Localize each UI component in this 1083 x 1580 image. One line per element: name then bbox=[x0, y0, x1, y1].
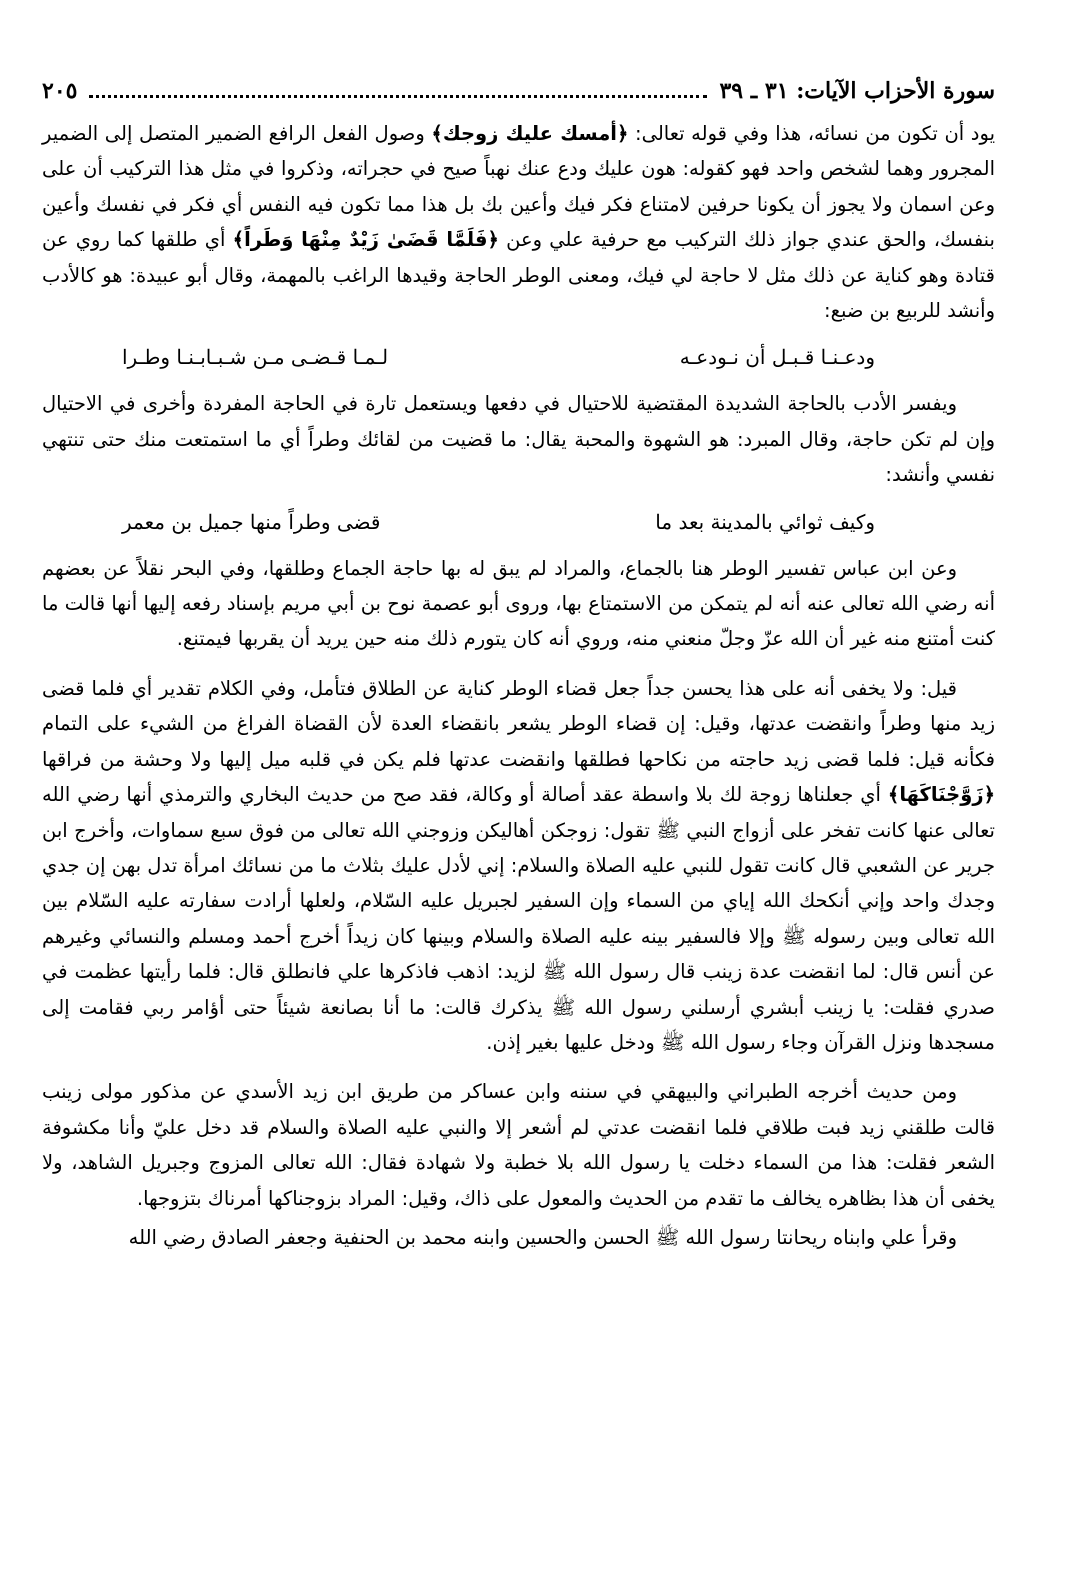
header-title: سورة الأحزاب الآيات: ٣١ ـ ٣٩ bbox=[719, 78, 995, 104]
page-number: ٢٠٥ bbox=[42, 78, 78, 104]
verse-1-first-hemistich: ودعـنـا قـبـل أن نـودعـه bbox=[679, 345, 875, 370]
header-dot-leader bbox=[89, 95, 707, 98]
verse-2-first-hemistich: وكيف ثوائي بالمدينة بعد ما bbox=[655, 509, 875, 534]
paragraph-4-text-a: قيل: ولا يخفى أنه على هذا يحسن جداً جعل قضاء الوطر كناية عن الطلاق فتأمل، وفي الكلام تقدير أي فلما قضى زيد منها وطراً وانقضت عدتها، وقيل: إن قضاء الوطر يشعر بانقضاء العدة لأن القضاة الفراغ من الشيء على التمام فكأنه قيل: فلما قضى زيد حاجته من نكاحها فطلقها وانقضت عدتها فلم يكن في قلبه ميل إليها ولا وحشة من فراقها bbox=[42, 676, 995, 771]
paragraph-4 bbox=[42, 671, 995, 1060]
poetry-verse-2 bbox=[42, 505, 995, 539]
paragraph-1-text-a: يود أن تكون من نسائه، هذا وفي قوله تعالى: bbox=[628, 122, 995, 145]
paragraph-1 bbox=[42, 116, 995, 328]
verse-1-second-hemistich: لـمـا قـضـى مـن شـبـابـنـا وطـرا bbox=[122, 345, 389, 370]
quran-quote-1: ﴿أمسك عليك زوجك﴾ bbox=[431, 122, 629, 145]
quran-quote-3: ﴿زَوَّجْنَاكَهَا﴾ bbox=[887, 783, 995, 807]
paragraph-2: ويفسر الأدب بالحاجة الشديدة المقتضية للاحتيال في دفعها ويستعمل تارة في الحاجة المفردة وأخرى في الاحتيال وإن لم تكن حاجة، وقال المبرد: هو الشهوة والمحبة يقال: ما قضيت من لقائك وطراً أي ما استمتعت منك حتى تنتهي نفسي وأنشد: bbox=[42, 392, 995, 487]
paragraph-4-text-b: أي جعلناها زوجة لك بلا واسطة عقد أصالة أو وكالة، فقد صح من حديث البخاري والترمذي أنها رضي الله تعالى عنها كانت تفخر على أزواج النبي ﷺ تقول: زوجكن أهاليكن وزوجني الله تعالى من فوق سبع سماوات، وأخرج ابن جرير عن الشعبي قال كانت تقول للنبي عليه الصلاة والسلام: إني لأدل عليك بثلاث ما من نسائك امرأة تدل بهن إن جدي وجدك واحد وإني أنكحك الله إياي من السماء وإن السفير لجبريل عليه السّلام، ولعلها أرادت سفارته عليه السّلام بين الله تعالى وبين رسوله ﷺ وإلا فالسفير بينه عليه الصلاة والسلام وبينها كان زيداً أخرج أحمد ومسلم والنسائي وغيرهم عن أنس قال: لما انقضت عدة زينب قال رسول الله ﷺ لزيد: اذهب فاذكرها علي فانطلق قال: فلما رأيتها عظمت في صدري فقلت: يا زينب أبشري أرسلني رسول الله ﷺ يذكرك قالت: ما أنا بصانعة شيئاً حتى أؤامر ربي فقامت إلى مسجدها ونزل القرآن وجاء رسول الله ﷺ ودخل عليها بغير إذن. bbox=[42, 783, 995, 1054]
page-header bbox=[42, 68, 995, 104]
paragraph-5: ومن حديث أخرجه الطبراني والبيهقي في سننه وابن عساكر من طريق ابن زيد الأسدي عن مذكور مولى زينب قالت طلقني زيد فبت طلاقي فلما انقضت عدتي لم أشعر إلا والنبي عليه الصلاة والسلام قد دخل عليّ وأنا مكشوفة الشعر فقلت: هذا من السماء دخلت يا رسول الله بلا خطبة ولا شهادة فقال: الله تعالى المزوج وجبريل الشاهد، ولا يخفى أن هذا بظاهره يخالف ما تقدم من الحديث والمعول على ذاك، وقيل: المراد بزوجناكها أمرناك بتزوجها. bbox=[42, 1080, 995, 1210]
quran-quote-2: ﴿فَلَمَّا قَضَىٰ زَيْدٌ مِنْهَا وَطَراً﴾ bbox=[232, 228, 499, 252]
paragraph-6: وقرأ علي وابناه ريحانتا رسول الله ﷺ الحسن والحسين وابنه محمد بن الحنفية وجعفر الصادق رضي الله bbox=[128, 1225, 957, 1249]
paragraph-1-text-b: وصول الفعل الرافع الضمير المتصل إلى الضمير المجرور وهما لشخص واحد فهو كقوله: هون عليك ودع عنك نهباً صيح في حجراته، وذكروا في مثل هذا التركيب أن على وعن اسمان ولا يجوز أن يكونا حرفين لامتناع فكر فيك وأعين بك بل هذا مما تكون فيه النفس أي فكر في نفسك وأعين بنفسك، والحق عندي جواز ذلك التركيب مع حرفية علي وعن bbox=[42, 122, 995, 252]
verse-2-second-hemistich: قضى وطراً منها جميل بن معمر bbox=[122, 509, 381, 534]
paragraph-3: وعن ابن عباس تفسير الوطر هنا بالجماع، والمراد لم يبق له بها حاجة الجماع وطلقها، وفي البحر نقلاً عن بعضهم أنه رضي الله تعالى عنه أنه لم يتمكن من الاستمتاع بها، وروى أبو عصمة نوح بن أبي مريم بإسناد رفعه إليها أنها قالت ما كنت أمتنع منه غير أن الله عزّ وجلّ منعني منه، وروي أنه كان يتورم ذلك منه حين يريد أن يقربها فيمتنع. bbox=[42, 556, 995, 651]
poetry-verse-1 bbox=[42, 340, 995, 374]
paragraph-1-text-c: أي طلقها كما روي عن قتادة وهو كناية عن ذلك مثل لا حاجة لي فيك، ومعنى الوطر الحاجة وقيدها الراغب بالمهمة، وقال أبو عبيدة: هو كالأدب وأنشد للربيع بن ضبع: bbox=[42, 228, 995, 323]
